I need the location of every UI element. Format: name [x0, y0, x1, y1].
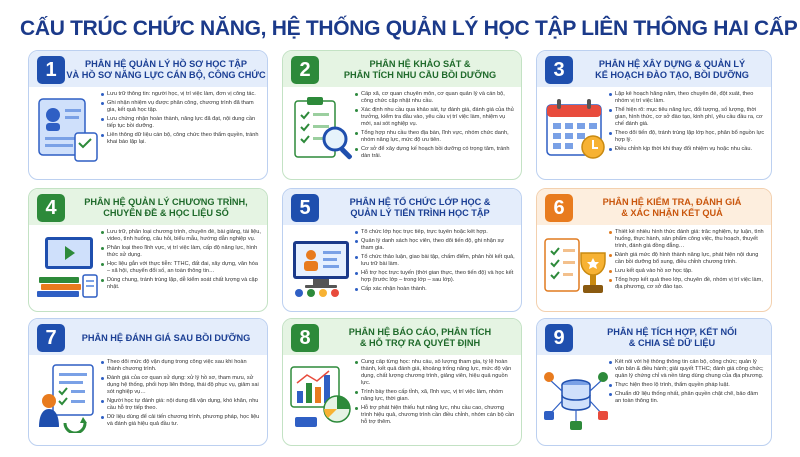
module-title: [579, 322, 765, 354]
module-title-line1: PHÂN HỆ TÍCH HỢP, KẾT NỐI: [607, 327, 737, 337]
module-bullet: Đánh giá mức độ hình thành năng lực, phát hiện nội dung cần bồi dưỡng bổ sung, điều chỉnh chương trình.: [609, 252, 765, 266]
module-title-line1: PHÂN HỆ BÁO CÁO, PHÂN TÍCH: [348, 327, 492, 337]
module-bullet: Kết nối với hệ thống thông tin cán bộ, công chức; quản lý văn bản & điều hành; giải quyết TTHC; đánh giá công chức; quản lý chứng chỉ và nền tảng dùng chung của địa phương.: [609, 359, 765, 380]
module-bullet: Lập kế hoạch hằng năm, theo chuyên đề, đột xuất, theo nhóm vị trí việc làm.: [609, 91, 765, 105]
module-title-line2: & HỖ TRỢ RA QUYẾT ĐỊNH: [359, 338, 481, 348]
module-title-line1: PHÂN HỆ TỔ CHỨC LỚP HỌC &: [349, 197, 491, 207]
database-network-icon: [543, 361, 609, 433]
module-bullet-list: [355, 359, 515, 443]
module-title-line1: PHÂN HỆ XÂY DỰNG & QUẢN LÝ: [598, 59, 746, 69]
module-bullet: Tổng hợp nhu cầu theo địa bàn, lĩnh vực, nhóm chức danh, nhóm năng lực, mức độ ưu tiên.: [355, 130, 515, 144]
module-bullet: Điều chỉnh kịp thời khi thay đổi nhiệm vụ hoặc nhu cầu.: [609, 146, 765, 153]
module-header: [537, 319, 771, 355]
module-bullet-list: [609, 91, 765, 177]
module-title: [579, 54, 765, 86]
module-bullet: Tổng hợp kết quả theo lớp, chuyên đề, nhóm vị trí việc làm, địa phương, cơ sở đào tạo.: [609, 277, 765, 291]
module-card-8: [282, 318, 522, 446]
module-number: 5: [291, 194, 319, 222]
module-title: [71, 192, 261, 224]
module-title-line1: PHÂN HỆ KIỂM TRA, ĐÁNH GIÁ: [602, 197, 742, 207]
module-bullet: Đánh giá của cơ quan sử dụng: xử lý hồ sơ, tham mưu, sử dụng hệ thống, phối hợp liên thông, thái độ phục vụ, giảm sai sót nghiệp vụ…: [101, 375, 261, 396]
module-title-line2: PHÂN TÍCH NHU CẦU BỒI DƯỠNG: [343, 70, 497, 80]
module-number: 9: [545, 324, 573, 352]
module-title: [325, 322, 515, 354]
module-header: [29, 51, 267, 87]
module-bullet: Lưu chứng nhận hoàn thành, năng lực đã đạt, nội dung cần tiếp tục bồi dưỡng.: [101, 116, 261, 130]
module-header: [29, 189, 267, 225]
module-card-1: [28, 50, 268, 180]
module-card-9: [536, 318, 772, 446]
module-title-line1: PHÂN HỆ KHẢO SÁT &: [369, 59, 471, 69]
profile-document-icon: [35, 93, 101, 165]
module-bullet: Cơ sở để xây dựng kế hoạch bồi dưỡng có trọng tâm, tránh dàn trải.: [355, 146, 515, 160]
module-title-line2: VÀ HỒ SƠ NĂNG LỰC CÁN BỘ, CÔNG CHỨC: [66, 70, 266, 80]
module-bullet: Cấp xác nhận hoàn thành.: [355, 286, 515, 293]
module-number: 8: [291, 324, 319, 352]
module-bullet: Theo dõi tiến độ, tránh trùng lặp lớp học, phân bổ nguồn lực hợp lý.: [609, 130, 765, 144]
module-bullet: Hỗ trợ phát hiện thiếu hụt năng lực, nhu cầu cao, chương trình hiệu quả, chương trình cần điều chỉnh, nhóm cán bộ cần hỗ trợ thêm.: [355, 405, 515, 426]
books-video-icon: [35, 231, 101, 303]
module-bullet: Dùng chung, tránh trùng lặp, dễ kiểm soát chất lượng và cập nhật.: [101, 277, 261, 291]
module-bullet-list: [355, 229, 515, 309]
module-bullet: Hỗ trợ học trực tuyến (thời gian thực, theo tiến độ) và học kết hợp (trước lớp – trong lớp – sau lớp).: [355, 270, 515, 284]
module-bullet: Tổ chức thảo luận, giao bài tập, chấm điểm, phản hồi kết quả, lưu trữ bài làm.: [355, 254, 515, 268]
module-bullet-list: [609, 359, 765, 443]
module-bullet: Thực hiện theo lộ trình, thẩm quyền pháp luật.: [609, 382, 765, 389]
module-bullet-list: [355, 91, 515, 177]
module-header: [283, 189, 521, 225]
module-bullet-list: [101, 229, 261, 309]
module-bullet: Cung cấp từng học: nhu cầu, số lượng tham gia, tỷ lệ hoàn thành, kết quả đánh giá, khoảng trống năng lực, mức độ vận dụng, chất lượng chương trình, giảng viên, hiệu quả nguồn lực.: [355, 359, 515, 387]
module-bullet: Lưu trữ thông tin: người học, vị trí việc làm, đơn vị công tác.: [101, 91, 261, 98]
trophy-checklist-icon: [543, 231, 609, 303]
module-card-5: [282, 188, 522, 312]
module-number: 2: [291, 56, 319, 84]
module-header: [283, 319, 521, 355]
online-class-icon: [289, 231, 355, 303]
module-bullet: Thiết kế nhiều hình thức đánh giá: trắc nghiệm, tự luận, tình huống, thực hành, sản phẩm công việc, thu hoạch, thuyết trình, đánh giá đồng đẳng…: [609, 229, 765, 250]
module-title: [66, 54, 266, 86]
module-title: [579, 192, 765, 224]
module-number: 3: [545, 56, 573, 84]
module-bullet: Theo dõi mức độ vận dụng trong công việc sau khi hoàn thành chương trình.: [101, 359, 261, 373]
module-header: [29, 319, 267, 355]
module-bullet-list: [101, 91, 261, 177]
module-bullet: Cấp xã, cơ quan chuyên môn, cơ quan quản lý và cán bộ, công chức cập nhật nhu cầu.: [355, 91, 515, 105]
module-bullet-list: [609, 229, 765, 309]
module-number: 1: [37, 56, 65, 84]
module-title-line1: PHÂN HỆ QUẢN LÝ HỒ SƠ HỌC TẬP: [85, 59, 247, 69]
module-bullet: Ghi nhận nhiệm vụ được phân công, chương trình đã tham gia, kết quả học tập.: [101, 100, 261, 114]
module-card-3: [536, 50, 772, 180]
module-title: [325, 192, 515, 224]
module-card-4: [28, 188, 268, 312]
module-header: [283, 51, 521, 87]
module-bullet: Phân loại theo lĩnh vực, vị trí việc làm, cấp độ năng lực, hình thức sử dụng.: [101, 245, 261, 259]
module-title-line2: CHUYÊN ĐỀ & HỌC LIỆU SỐ: [103, 208, 229, 218]
calendar-plan-icon: [543, 93, 609, 165]
module-bullet: Quản lý danh sách học viên, theo dõi tiến độ, ghi nhận sự tham gia.: [355, 238, 515, 252]
module-bullet: Tổ chức lớp học trực tiếp, trực tuyến hoặc kết hợp.: [355, 229, 515, 236]
module-card-2: [282, 50, 522, 180]
module-bullet: Học liệu gắn với thực tiễn: TTHC, đất đai, xây dựng, văn hóa – xã hội, chuyển đổi số, an toàn thông tin…: [101, 261, 261, 275]
module-header: [537, 51, 771, 87]
module-bullet: Chuẩn dữ liệu thống nhất, phân quyền chặt chẽ, bảo đảm an toàn thông tin.: [609, 391, 765, 405]
module-number: 4: [37, 194, 65, 222]
module-bullet: Dữ liệu dùng để cải tiến chương trình, phương pháp, học liệu và đánh giá hiệu quả đầu tư.: [101, 414, 261, 428]
module-bullet: Xác định nhu cầu qua khảo sát, tự đánh giá, đánh giá của thủ trưởng, kiểm tra đầu vào, yêu cầu vị trí việc làm, nhiệm vụ mới, sai sót nghiệp vụ.: [355, 107, 515, 128]
module-title: [325, 54, 515, 86]
module-title-line2: & XÁC NHẬN KẾT QUẢ: [621, 208, 723, 218]
module-title-line2: & CHIA SẺ DỮ LIỆU: [628, 338, 716, 348]
module-card-6: [536, 188, 772, 312]
module-number: 7: [37, 324, 65, 352]
module-title: [71, 322, 261, 354]
module-bullet: Lưu trữ, phân loại chương trình, chuyên đề, bài giảng, tài liệu, video, tình huống, câu hỏi, biểu mẫu, hướng dẫn nghiệp vụ.: [101, 229, 261, 243]
module-bullet: Thể hiện rõ: mục tiêu năng lực, đối tượng, số lượng, thời gian, hình thức, cơ sở đào tạo, kinh phí, yêu cầu đầu ra, cơ chế đánh giá.: [609, 107, 765, 128]
module-title-line1: PHÂN HỆ QUẢN LÝ CHƯƠNG TRÌNH,: [84, 197, 248, 207]
module-bullet: Liên thông dữ liệu cán bộ, công chức theo thẩm quyền, tránh khai báo lặp lại.: [101, 132, 261, 146]
module-title-line2: KẾ HOẠCH ĐÀO TẠO, BỒI DƯỠNG: [595, 70, 749, 80]
module-header: [537, 189, 771, 225]
module-bullet: Trình bày theo cấp tỉnh, xã, lĩnh vực, vị trí việc làm, nhóm năng lực, thời gian.: [355, 389, 515, 403]
module-card-7: [28, 318, 268, 446]
feedback-evaluation-icon: [35, 361, 101, 433]
module-bullet: Người học tự đánh giá: nội dung đã vận dụng, khó khăn, nhu cầu hỗ trợ tiếp theo.: [101, 398, 261, 412]
survey-magnifier-icon: [289, 93, 355, 165]
module-title-line2: QUẢN LÝ TIẾN TRÌNH HỌC TẬP: [350, 208, 490, 218]
report-chart-icon: [289, 361, 355, 433]
page-title: CẤU TRÚC CHỨC NĂNG, HỆ THỐNG QUẢN LÝ HỌC TẬP LIÊN THÔNG HAI CẤP: [20, 17, 798, 40]
module-bullet-list: [101, 359, 261, 443]
module-bullet: Lưu kết quả vào hồ sơ học tập.: [609, 268, 765, 275]
module-number: 6: [545, 194, 573, 222]
module-title-line1: PHÂN HỆ ĐÁNH GIÁ SAU BỒI DƯỠNG: [81, 332, 251, 343]
